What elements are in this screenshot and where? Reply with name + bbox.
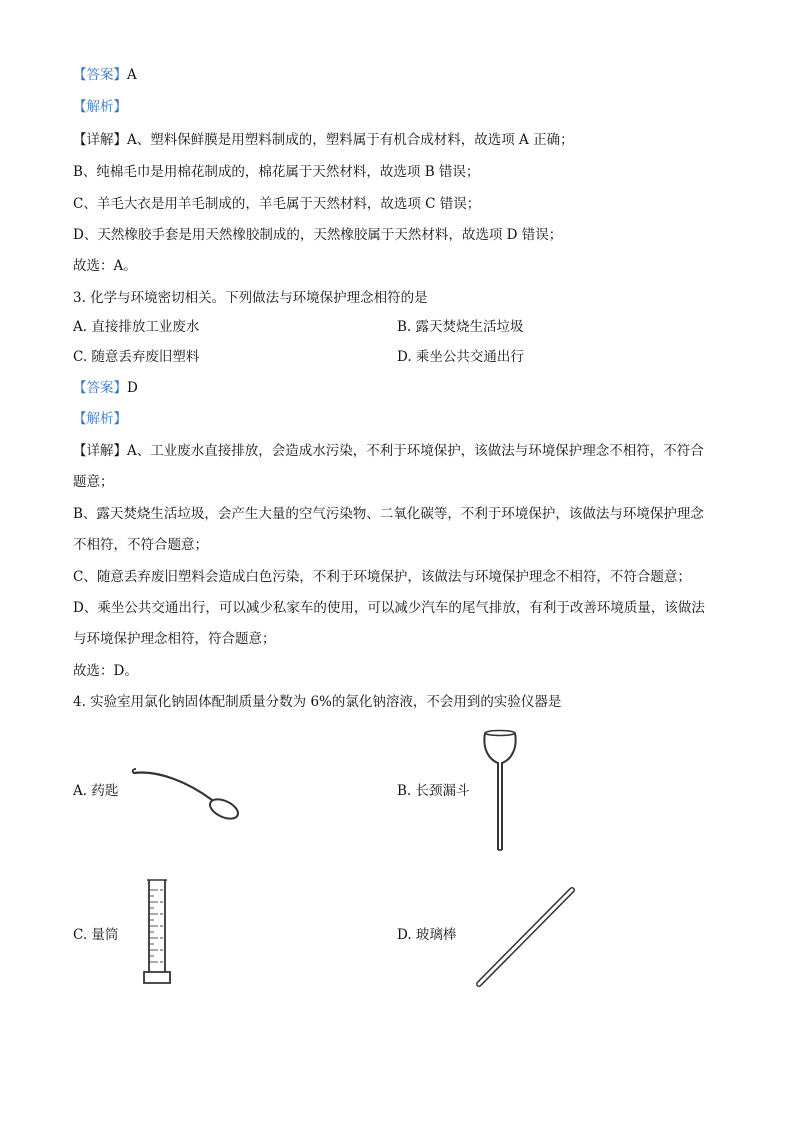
q3-stem: 3. 化学与环境密切相关。下列做法与环境保护理念相符的是 [73,290,428,306]
q3-detail-a-1 [73,441,704,461]
q3-detail-b-2: 不相符，不符合题意； [73,537,208,553]
q3-option-c: C. 随意丢弃废旧塑料 [73,349,200,365]
q3-conclusion: 故选：D。 [73,663,138,679]
q3-detail-b-1: B、露天焚烧生活垃圾，会产生大量的空气污染物、二氧化碳等，不利于环境保护，该做法与环境保护理念 [73,506,704,522]
answer-value: D [127,380,138,396]
q3-answer-line [73,378,138,398]
detail-tag: 【详解】 [73,132,127,148]
graduated-cylinder-figure [140,876,176,988]
q2-detail-c: C、羊毛大衣是用羊毛制成的，羊毛属于天然材料，故选项 C 错误； [73,196,481,212]
q4-stem: 4. 实验室用氯化钠固体配制质量分数为 6%的氯化钠溶液，不会用到的实验仪器是 [73,694,562,710]
answer-tag: 【答案】 [73,67,127,83]
q4-option-c: C. 量筒 [73,927,119,943]
q2-detail-a [73,130,574,150]
spatula-figure [128,760,243,825]
q2-detail-b: B、纯棉毛巾是用棉花制成的，棉花属于天然材料，故选项 B 错误； [73,164,480,180]
q3-detail-a-2: 题意； [73,474,114,490]
q3-option-b: B. 露天焚烧生活垃圾 [397,319,524,335]
analysis-tag: 【解析】 [73,411,127,427]
q3-option-a: A. 直接排放工业废水 [73,319,200,335]
detail-text: A、工业废水直接排放，会造成水污染，不利于环境保护，该做法与环境保护理念不相符，不符合 [127,443,704,459]
answer-value: A [127,67,137,83]
detail-text: A、塑料保鲜膜是用塑料制成的，塑料属于有机合成材料，故选项 A 正确； [127,132,574,148]
q2-answer-line [73,65,137,85]
q4-option-b: B. 长颈漏斗 [397,783,470,799]
glass-rod-figure [470,883,582,993]
q3-option-d: D. 乘坐公共交通出行 [397,349,524,365]
long-neck-funnel-figure [478,728,522,854]
q3-detail-d-2: 与环境保护理念相符，符合题意； [73,631,276,647]
q4-option-a: A. 药匙 [73,783,119,799]
q3-detail-d-1: D、乘坐公共交通出行，可以减少私家车的使用，可以减少汽车的尾气排放，有利于改善环境质量，该做法 [73,600,705,616]
q2-detail-d: D、天然橡胶手套是用天然橡胶制成的，天然橡胶属于天然材料，故选项 D 错误； [73,227,563,243]
q4-option-d: D. 玻璃棒 [397,927,457,943]
analysis-tag: 【解析】 [73,99,127,115]
q2-conclusion: 故选：A。 [73,258,137,274]
answer-tag: 【答案】 [73,380,127,396]
detail-tag: 【详解】 [73,443,127,459]
q3-detail-c: C、随意丢弃废旧塑料会造成白色污染，不利于环境保护，该做法与环境保护理念不相符，不符合题意； [73,569,691,585]
